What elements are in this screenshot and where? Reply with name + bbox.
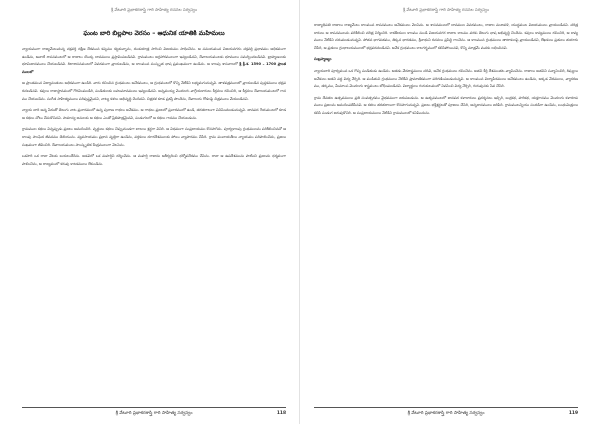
left-paragraph-3: న్యాయ బారి అన్న పేరుతో తెలుగు నాట ప్రచారములో ఉన్న పురాణ గాథలు అనేకము. ఆ గాథలు ప్రజలలో ప్రచారములో ఉండి, తరతరాలుగా వినిపించబడుచున్నవి. జానపద గేయములలో కూడ ఆ కథలు చోటు చేసుకొనినవి. సామాన్య జనులకు ఆ కథలు ఎంతో ప్రీతిపాత్రమైనవి, పండుగలలో ఆ కథలు గానము చేయబడును. [22, 108, 286, 120]
left-paragraph-1 [22, 46, 286, 76]
right-paragraph-2 [314, 56, 578, 64]
right-paragraph-4: గ్రామ దేవతల ఉత్సవములు ప్రతి సంవత్సరము వైభవముగా జరుపబడును. ఆ ఉత్సవములలో జానపద కళాకారులు ప్రదర్శనలు ఇచ్చిరి, బుర్రకథ, హరికథ, యక్షగానము మొదలగు కళారూపములు ప్రజలను ఆనందింపజేసినవి. ఆ కళలు తరతరాలుగా కొనసాగుచున్నవి. ప్రజలు భక్తిశ్రద్ధలతో పూజలు చేసిరి, అన్నదానములు జరిపిరి. గ్రామములన్నియు సందడిగా ఉండెను, బంధుమిత్రులు కలిసి పండుగ జరుపుకొనిరి. ఆ సంప్రదాయములు నేటికిని గ్రామములలో కనిపించును. [314, 95, 578, 115]
right-page [300, 0, 600, 424]
left-page-number: 118 [276, 411, 286, 416]
right-paragraph-name: సుబ్రహ్మణ్యం [314, 57, 332, 62]
left-footer-title: శ్రీ వేటూరి ప్రభాకరశాస్త్రి గారి సాహిత్య సర్వస్వం [115, 411, 193, 416]
chapter-title: ఘంట బారి బిల్లపాల వెరసం – ఆధునిక యాతికి మహిమలు [83, 30, 225, 37]
right-page-number: 119 [568, 411, 578, 416]
right-paragraph-1: రాజ్యాధిపతి రాజులు రాజ్యమేలు కాలమున శాసనములు అనేకములు వెలసెను. ఆ శాసనములలో దానముల వివరములు, రాజుల వంశావళి, యుద్ధముల విజయములు వ్రాయబడినవి. చరిత్రకారులు ఆ శాసనములను పరిశీలించి చరిత్ర నిర్మించిరి. కాకతీయుల కాలము నుండి విజయనగర రాజుల కాలము వరకు తెలుగు భాష అభివృద్ధి చెందెను. కవులు కావ్యములు రచించిరి, ఆ కావ్యములు నేటికిని చదువబడుచున్నవి. పోతన భాగవతము, తిక్కన భారతము, శ్రీనాథుని రచనలు ప్రసిద్ధి గాంచెను. ఆ కాలమున గ్రంథములు తాటాకులపై వ్రాయబడినవి, లేఖకులు ప్రతులు తయారు చేసిరి, ఆ ప్రతులు గ్రంథాలయములలో భద్రపరచబడినవి. అనేక గ్రంథములు కాలగర్భములో కలిసిపోయినవి, కొన్ని మాత్రమే మనకు లభించినవి. [314, 23, 578, 50]
right-paragraph-3: న్యాయబారి పూర్వమున ఒక గొప్ప పండితుడు ఉండెను. అతడు వేదశాస్త్రములు చదివి, అనేక గ్రంథములు రచించెను. అతని కీర్తి దేశమంతట వ్యాపించెను. రాజులు అతనిని సన్మానించిరి, శిష్యులు అనేకులు అతని వద్ద విద్య నేర్చిరి. ఆ పండితుని గ్రంథములు నేటికిని ప్రామాణికముగా పరిగణింపబడుచున్నవి. ఆ కాలమున విద్యాపీఠములు అనేకములు ఉండెను, అక్కడ వేదములు, వ్యాకరణము, తర్కము, మీమాంస మొదలగు శాస్త్రములు బోధింపబడినవి. విద్యార్థులు గురుకులములో నివసించి విద్య నేర్చిరి, గురువునకు సేవ చేసిరి. [314, 68, 578, 89]
right-footer-title: శ్రీ వేటూరి ప్రభాకరశాస్త్రి గారి సాహిత్య సర్వస్వం [407, 411, 485, 416]
left-paragraph-5: ఒకసారి ఒక రాజు వేటకు బయలుదేరెను. అడవిలో ఒక మహర్షిని దర్శించెను. ఆ మహర్షి రాజును ఆశీర్వదించి ధర్మోపదేశము చేసెను. రాజు ఆ ఉపదేశమును పాటించి ప్రజలను ధర్మముగా పాలించెను, ఆ రాజ్యములో కరువు కాటకములు లేకుండెను. [22, 154, 286, 166]
left-footer [22, 407, 286, 418]
left-paragraph-2: ఆ ప్రాంతమున విద్యావంతులు అధికముగా ఉండిరి. వారు రచించిన గ్రంథములు అనేకములు, ఆ గ్రంథములలో కొన్ని నేటికిని లభ్యమగుచున్నవి. తాళపత్రములలో వ్రాయబడిన పుస్తకములు భద్రపరచబడినవి. కవులు రాజాస్థానములో గౌరవింపబడిరి, పండితులకు బహుమానములు ఇవ్వబడినవి. అన్నమయ్య మొదలగు వాగ్గేయకారులు కీర్తనలు రచించిరి, ఆ కీర్తనలు దేవాలయములలో గానము చేయబడెను. సంగీత సాహిత్యములు పరిపుష్టమైనవి, నాట్య కళలు అభివృద్ధి చెందినవి. చిత్రకళ కూడ ప్రశస్తి పొందెను, దేవాలయ గోడలపై చిత్రములు వేయబడినవి. [22, 81, 286, 101]
left-paragraph-1-text: న్యాయముగా రాజ్యమేలుచున్న చక్రవర్తి దక్షిణ దేశమున కప్పము కట్టకున్నాను, దండయాత్ర సాగించి విజయము సాధించెను. ఆ సమయమున విజయనగరం చక్రవర్తి ప్రభావము అధికముగా ఉండెను, ఆనాటి శాసనములలో ఆ రాజులు యొక్క దానములు ప్రస్తావింపబడినవి. గ్రామములు అగ్రహారములుగా ఇవ్వబడినవి, దేవాలయములకు భూములు సమర్పించబడినవి. బ్రాహ్మణులకు భూమిదానములు చేయబడినవి. శిలాశాసనములలో వివరముగా వ్రాయబడెను, ఆ కాలమున సంస్కృత భాష ప్రముఖముగా ఉండెను. ఆ కాలపు శాసనాలలో [22, 47, 286, 67]
left-paragraph-4: గ్రామముల కథలు విన్నప్పుడు ప్రజలు ఆనందించిరి. వృద్ధులు కథలు చెప్పుచుండగా బాలలు శ్రద్ధగా వినిరి. ఆ విధముగా సంప్రదాయము కొనసాగెను. పూర్వకాలపు గ్రంథములను పరిశీలించినచో ఆ కాలపు సాంఘిక జీవనము తెలియును. వ్యవసాయము ప్రధాన వృత్తిగా ఉండెను, వర్తకులు దూరదేశములకు పోయి వ్యాపారము చేసిరి. గ్రామ పంచాయతీలు న్యాయము పరిపాలించెను, ప్రజలు సుఖముగా జీవించిరి. దేవాలయములు సాంస్కృతిక కేంద్రములుగా వెలసెను. [22, 127, 286, 147]
right-footer [314, 407, 578, 418]
left-paragraph-date: శ్రీ క్రీ.శ. 1590 – 1700 ప్రాంతములలో [22, 62, 286, 74]
right-running-head: శ్రీ వేటూరి ప్రభాకరశాస్త్రి గారి సాహిత్య రచనల సర్వస్వం [402, 7, 490, 12]
left-running-head: శ్రీ వేటూరి ప్రభాకరశాస్త్రి గారి సాహిత్య రచనల సర్వస్వం [110, 7, 198, 12]
